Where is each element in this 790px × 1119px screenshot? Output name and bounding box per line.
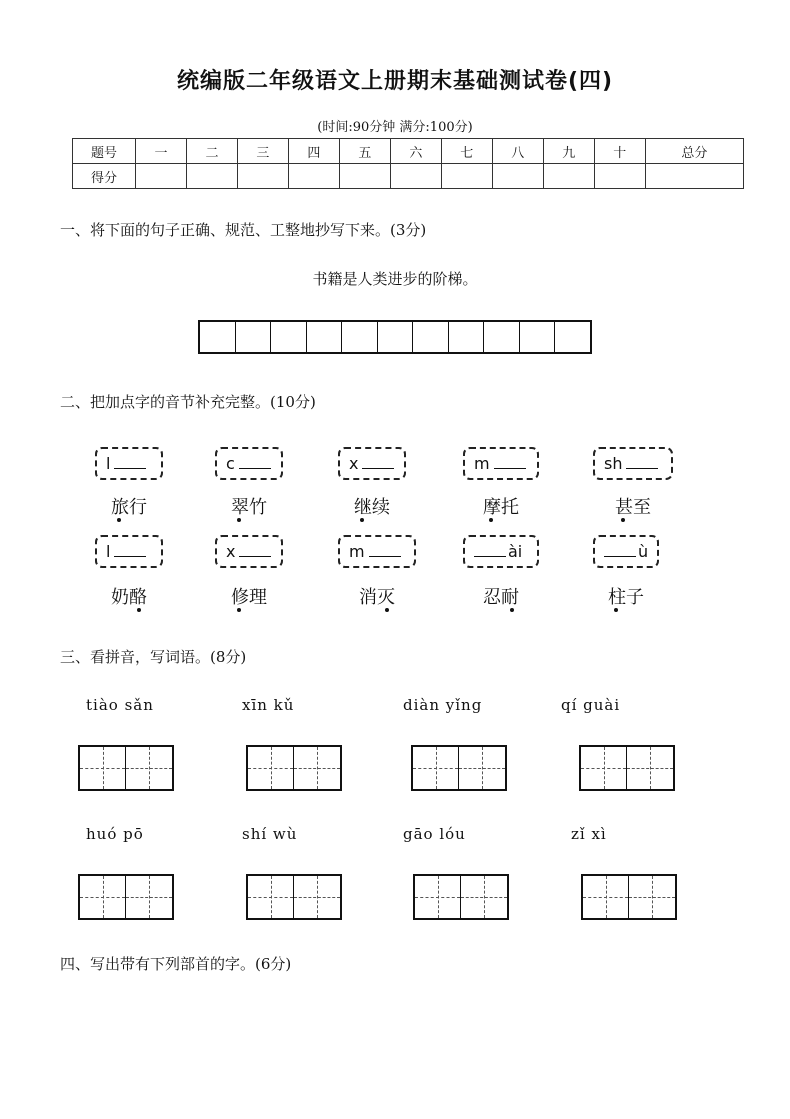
copy-writing-grid[interactable] bbox=[198, 320, 592, 354]
score-entry-cell[interactable] bbox=[390, 164, 441, 189]
tianzige-cell[interactable] bbox=[415, 876, 461, 918]
score-entry-cell[interactable] bbox=[441, 164, 492, 189]
emphasis-dot bbox=[385, 608, 389, 612]
pinyin-prompt: huó pō bbox=[86, 825, 144, 843]
pinyin-prompt: qí guài bbox=[561, 696, 621, 714]
writing-cell[interactable] bbox=[378, 322, 414, 352]
score-cell: 总分 bbox=[645, 139, 743, 164]
answer-blank[interactable] bbox=[239, 454, 271, 469]
pinyin-answer-box[interactable] bbox=[338, 535, 416, 568]
page-title: 统编版二年级语文上册期末基础测试卷(四) bbox=[176, 69, 614, 94]
target-word: 甚至 bbox=[615, 497, 651, 518]
score-entry-cell[interactable] bbox=[492, 164, 543, 189]
score-cell: 八 bbox=[492, 139, 543, 164]
target-word: 奶酪 bbox=[111, 587, 147, 608]
pinyin-initial: x bbox=[349, 454, 359, 473]
writing-cell[interactable] bbox=[271, 322, 307, 352]
section-2-heading: 二、把加点字的音节补充完整。(10分) bbox=[60, 393, 316, 411]
answer-blank[interactable] bbox=[494, 454, 526, 469]
score-table-score-row bbox=[73, 164, 744, 189]
tianzige-cell[interactable] bbox=[126, 876, 172, 918]
score-table bbox=[72, 138, 744, 189]
score-entry-cell[interactable] bbox=[136, 164, 187, 189]
writing-cell[interactable] bbox=[555, 322, 590, 352]
tianzige-grid[interactable] bbox=[246, 874, 342, 920]
copy-sentence: 书籍是人类进步的阶梯。 bbox=[312, 270, 478, 288]
pinyin-answer-box[interactable] bbox=[95, 447, 163, 480]
tianzige-cell[interactable] bbox=[126, 747, 172, 789]
exam-info: (时间:90分钟 满分:100分) bbox=[317, 120, 473, 135]
score-cell: 二 bbox=[186, 139, 237, 164]
tianzige-grid[interactable] bbox=[579, 745, 675, 791]
pinyin-initial: m bbox=[349, 542, 365, 561]
tianzige-grid[interactable] bbox=[411, 745, 507, 791]
target-word: 忍耐 bbox=[483, 587, 519, 608]
score-entry-cell[interactable] bbox=[288, 164, 339, 189]
score-cell: 五 bbox=[339, 139, 390, 164]
emphasis-dot bbox=[360, 518, 364, 522]
section-3-heading: 三、看拼音，写词语。(8分) bbox=[60, 648, 247, 666]
tianzige-grid[interactable] bbox=[78, 745, 174, 791]
score-cell: 四 bbox=[288, 139, 339, 164]
pinyin-prompt: zǐ xì bbox=[571, 825, 607, 843]
emphasis-dot bbox=[137, 608, 141, 612]
tianzige-grid[interactable] bbox=[413, 874, 509, 920]
score-entry-cell[interactable] bbox=[186, 164, 237, 189]
answer-blank[interactable] bbox=[604, 542, 636, 557]
target-word: 修理 bbox=[231, 587, 267, 608]
emphasis-dot bbox=[614, 608, 618, 612]
score-label: 得分 bbox=[73, 164, 136, 189]
tianzige-cell[interactable] bbox=[248, 747, 294, 789]
pinyin-answer-box[interactable] bbox=[593, 535, 659, 568]
target-word: 摩托 bbox=[483, 497, 519, 518]
score-cell: 三 bbox=[237, 139, 288, 164]
writing-cell[interactable] bbox=[484, 322, 520, 352]
emphasis-dot bbox=[510, 608, 514, 612]
answer-blank[interactable] bbox=[626, 454, 658, 469]
emphasis-dot bbox=[489, 518, 493, 522]
score-cell: 七 bbox=[441, 139, 492, 164]
emphasis-dot bbox=[237, 608, 241, 612]
target-word: 消灭 bbox=[359, 587, 395, 608]
target-word: 继续 bbox=[354, 497, 390, 518]
section-1-heading: 一、将下面的句子正确、规范、工整地抄写下来。(3分) bbox=[60, 221, 427, 239]
writing-cell[interactable] bbox=[236, 322, 272, 352]
target-word: 旅行 bbox=[111, 497, 147, 518]
answer-blank[interactable] bbox=[114, 454, 146, 469]
score-entry-cell[interactable] bbox=[237, 164, 288, 189]
score-cell: 一 bbox=[136, 139, 187, 164]
writing-cell[interactable] bbox=[307, 322, 343, 352]
pinyin-prompt: shí wù bbox=[242, 825, 298, 843]
pinyin-answer-box[interactable] bbox=[215, 447, 283, 480]
tianzige-cell[interactable] bbox=[413, 747, 459, 789]
score-cell: 九 bbox=[543, 139, 594, 164]
answer-blank[interactable] bbox=[362, 454, 394, 469]
pinyin-answer-box[interactable] bbox=[593, 447, 673, 480]
score-table-header-row bbox=[73, 139, 744, 164]
pinyin-prompt: xīn kǔ bbox=[242, 696, 295, 714]
tianzige-cell[interactable] bbox=[461, 876, 507, 918]
tianzige-cell[interactable] bbox=[459, 747, 505, 789]
emphasis-dot bbox=[117, 518, 121, 522]
score-cell: 题号 bbox=[73, 139, 136, 164]
pinyin-answer-box[interactable] bbox=[463, 535, 539, 568]
tianzige-cell[interactable] bbox=[80, 876, 126, 918]
target-word: 翠竹 bbox=[231, 497, 267, 518]
writing-cell[interactable] bbox=[200, 322, 236, 352]
tianzige-cell[interactable] bbox=[294, 876, 340, 918]
pinyin-initial: l bbox=[106, 542, 111, 561]
pinyin-answer-box[interactable] bbox=[338, 447, 406, 480]
answer-blank[interactable] bbox=[114, 542, 146, 557]
tianzige-cell[interactable] bbox=[248, 876, 294, 918]
score-entry-cell[interactable] bbox=[594, 164, 645, 189]
answer-blank[interactable] bbox=[474, 542, 506, 557]
pinyin-initial: x bbox=[226, 542, 236, 561]
score-entry-cell[interactable] bbox=[339, 164, 390, 189]
pinyin-initial: l bbox=[106, 454, 111, 473]
emphasis-dot bbox=[237, 518, 241, 522]
pinyin-prompt: gāo lóu bbox=[403, 825, 466, 843]
pinyin-initial: m bbox=[474, 454, 490, 473]
writing-cell[interactable] bbox=[342, 322, 378, 352]
pinyin-prompt: diàn yǐng bbox=[403, 696, 483, 714]
score-cell: 十 bbox=[594, 139, 645, 164]
score-entry-cell[interactable] bbox=[645, 164, 743, 189]
section-4-heading: 四、写出带有下列部首的字。(6分) bbox=[60, 955, 292, 973]
tianzige-grid[interactable] bbox=[246, 745, 342, 791]
tianzige-cell[interactable] bbox=[627, 747, 673, 789]
score-cell: 六 bbox=[390, 139, 441, 164]
tianzige-grid[interactable] bbox=[581, 874, 677, 920]
tianzige-cell[interactable] bbox=[294, 747, 340, 789]
pinyin-answer-box[interactable] bbox=[463, 447, 539, 480]
pinyin-final: ù bbox=[638, 542, 649, 561]
writing-cell[interactable] bbox=[413, 322, 449, 352]
tianzige-cell[interactable] bbox=[581, 747, 627, 789]
pinyin-prompt: tiào sǎn bbox=[86, 696, 154, 714]
pinyin-initial: c bbox=[226, 454, 235, 473]
writing-cell[interactable] bbox=[520, 322, 556, 352]
answer-blank[interactable] bbox=[369, 542, 401, 557]
tianzige-cell[interactable] bbox=[629, 876, 675, 918]
pinyin-answer-box[interactable] bbox=[215, 535, 283, 568]
emphasis-dot bbox=[621, 518, 625, 522]
score-entry-cell[interactable] bbox=[543, 164, 594, 189]
pinyin-answer-box[interactable] bbox=[95, 535, 163, 568]
tianzige-grid[interactable] bbox=[78, 874, 174, 920]
target-word: 柱子 bbox=[608, 587, 644, 608]
pinyin-initial: sh bbox=[604, 454, 623, 473]
pinyin-final: ài bbox=[508, 542, 523, 561]
tianzige-cell[interactable] bbox=[80, 747, 126, 789]
writing-cell[interactable] bbox=[449, 322, 485, 352]
answer-blank[interactable] bbox=[239, 542, 271, 557]
tianzige-cell[interactable] bbox=[583, 876, 629, 918]
